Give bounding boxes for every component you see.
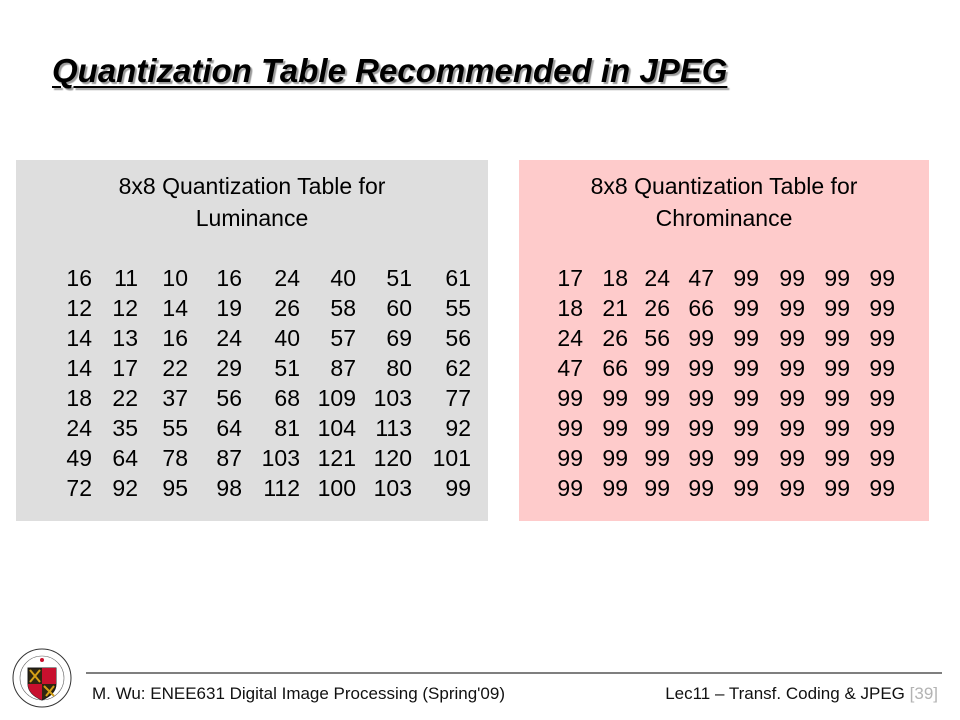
chrominance-cell: 99 <box>688 385 714 411</box>
luminance-cell: 69 <box>386 325 412 351</box>
luminance-cell: 95 <box>162 475 188 501</box>
chrominance-cell: 99 <box>824 355 850 381</box>
chrominance-cell: 99 <box>644 385 670 411</box>
chrominance-cell: 47 <box>557 355 583 381</box>
luminance-cell: 24 <box>66 415 92 441</box>
chrominance-cell: 99 <box>869 325 895 351</box>
chrominance-cell: 99 <box>733 295 759 321</box>
chrominance-row <box>553 293 897 323</box>
luminance-cell: 12 <box>66 295 92 321</box>
luminance-cell: 10 <box>162 265 188 291</box>
luminance-cell: 120 <box>373 445 412 471</box>
luminance-cell: 17 <box>112 355 138 381</box>
luminance-caption-line1: 8x8 Quantization Table for <box>118 173 386 199</box>
luminance-cell: 16 <box>66 265 92 291</box>
luminance-row <box>50 473 471 503</box>
luminance-cell: 100 <box>317 475 356 501</box>
chrominance-cell: 99 <box>779 385 805 411</box>
chrominance-cell: 99 <box>824 295 850 321</box>
chrominance-cell: 99 <box>644 445 670 471</box>
luminance-row <box>50 263 471 293</box>
chrominance-cell: 99 <box>733 415 759 441</box>
luminance-cell: 87 <box>330 355 356 381</box>
luminance-cell: 18 <box>66 385 92 411</box>
luminance-quantization-matrix <box>50 263 471 503</box>
luminance-cell: 60 <box>386 295 412 321</box>
luminance-cell: 104 <box>317 415 356 441</box>
footer-course-info: M. Wu: ENEE631 Digital Image Processing (Spring'09) <box>92 684 505 703</box>
luminance-cell: 16 <box>216 265 242 291</box>
chrominance-cell: 99 <box>602 475 628 501</box>
luminance-cell: 24 <box>216 325 242 351</box>
chrominance-caption-line2: Chrominance <box>655 205 793 231</box>
luminance-cell: 13 <box>112 325 138 351</box>
luminance-row <box>50 293 471 323</box>
luminance-cell: 19 <box>216 295 242 321</box>
chrominance-cell: 99 <box>869 385 895 411</box>
luminance-cell: 109 <box>317 385 356 411</box>
luminance-cell: 40 <box>274 325 300 351</box>
luminance-cell: 57 <box>330 325 356 351</box>
luminance-table-caption <box>16 170 488 234</box>
luminance-cell: 121 <box>317 445 356 471</box>
luminance-cell: 11 <box>114 265 138 291</box>
chrominance-cell: 99 <box>688 445 714 471</box>
luminance-cell: 112 <box>263 475 300 501</box>
chrominance-caption-line1: 8x8 Quantization Table for <box>590 173 858 199</box>
chrominance-cell: 18 <box>602 265 628 291</box>
chrominance-cell: 99 <box>779 475 805 501</box>
chrominance-cell: 18 <box>557 295 583 321</box>
chrominance-cell: 99 <box>733 325 759 351</box>
luminance-cell: 62 <box>445 355 471 381</box>
chrominance-cell: 99 <box>557 475 583 501</box>
chrominance-cell: 99 <box>602 385 628 411</box>
chrominance-row <box>553 383 897 413</box>
chrominance-cell: 56 <box>644 325 670 351</box>
chrominance-row <box>553 413 897 443</box>
chrominance-cell: 99 <box>688 325 714 351</box>
chrominance-cell: 99 <box>733 475 759 501</box>
luminance-row <box>50 353 471 383</box>
chrominance-cell: 99 <box>688 355 714 381</box>
luminance-cell: 87 <box>216 445 242 471</box>
footer-lecture-title: Lec11 – Transf. Coding & JPEG <box>665 684 910 703</box>
chrominance-cell: 99 <box>869 295 895 321</box>
chrominance-cell: 99 <box>644 355 670 381</box>
luminance-cell: 80 <box>386 355 412 381</box>
chrominance-row <box>553 323 897 353</box>
luminance-cell: 103 <box>261 445 300 471</box>
luminance-cell: 40 <box>330 265 356 291</box>
luminance-row <box>50 413 471 443</box>
chrominance-row <box>553 353 897 383</box>
chrominance-cell: 99 <box>779 265 805 291</box>
chrominance-cell: 17 <box>557 265 583 291</box>
luminance-cell: 51 <box>274 355 300 381</box>
luminance-cell: 56 <box>445 325 471 351</box>
luminance-cell: 101 <box>432 445 471 471</box>
chrominance-cell: 99 <box>688 415 714 441</box>
page-number: [39] <box>909 684 938 703</box>
chrominance-cell: 47 <box>688 265 714 291</box>
university-of-maryland-seal-icon <box>12 648 72 708</box>
luminance-cell: 61 <box>445 265 471 291</box>
luminance-cell: 64 <box>112 445 138 471</box>
luminance-row <box>50 383 471 413</box>
chrominance-cell: 99 <box>824 445 850 471</box>
chrominance-cell: 99 <box>824 265 850 291</box>
chrominance-cell: 99 <box>779 295 805 321</box>
chrominance-cell: 99 <box>779 415 805 441</box>
luminance-cell: 37 <box>162 385 188 411</box>
chrominance-cell: 26 <box>602 325 628 351</box>
chrominance-table-caption <box>519 170 929 234</box>
chrominance-cell: 99 <box>733 355 759 381</box>
chrominance-cell: 99 <box>869 475 895 501</box>
luminance-row <box>50 443 471 473</box>
luminance-cell: 99 <box>445 475 471 501</box>
luminance-cell: 29 <box>216 355 242 381</box>
chrominance-table-panel <box>519 160 929 521</box>
chrominance-cell: 24 <box>644 265 670 291</box>
luminance-caption-line2: Luminance <box>195 205 309 231</box>
chrominance-cell: 24 <box>557 325 583 351</box>
footer-divider <box>86 672 942 674</box>
luminance-cell: 51 <box>386 265 412 291</box>
luminance-cell: 26 <box>274 295 300 321</box>
chrominance-cell: 99 <box>644 415 670 441</box>
chrominance-cell: 21 <box>602 295 628 321</box>
chrominance-cell: 66 <box>688 295 714 321</box>
chrominance-quantization-matrix <box>553 263 897 503</box>
luminance-cell: 103 <box>373 385 412 411</box>
luminance-cell: 14 <box>162 295 188 321</box>
chrominance-cell: 99 <box>733 385 759 411</box>
chrominance-cell: 66 <box>602 355 628 381</box>
luminance-row <box>50 323 471 353</box>
footer-lecture-info <box>665 684 938 704</box>
chrominance-cell: 26 <box>644 295 670 321</box>
chrominance-cell: 99 <box>557 445 583 471</box>
luminance-cell: 55 <box>162 415 188 441</box>
luminance-cell: 14 <box>66 355 92 381</box>
chrominance-cell: 99 <box>688 475 714 501</box>
luminance-cell: 77 <box>445 385 471 411</box>
chrominance-cell: 99 <box>824 325 850 351</box>
chrominance-cell: 99 <box>869 355 895 381</box>
chrominance-cell: 99 <box>733 445 759 471</box>
luminance-cell: 78 <box>162 445 188 471</box>
chrominance-cell: 99 <box>779 325 805 351</box>
luminance-cell: 68 <box>274 385 300 411</box>
luminance-cell: 14 <box>66 325 92 351</box>
luminance-cell: 16 <box>162 325 188 351</box>
chrominance-row <box>553 443 897 473</box>
chrominance-cell: 99 <box>644 475 670 501</box>
luminance-cell: 113 <box>375 415 412 441</box>
luminance-cell: 81 <box>274 415 300 441</box>
chrominance-cell: 99 <box>779 355 805 381</box>
luminance-cell: 92 <box>445 415 471 441</box>
chrominance-row <box>553 473 897 503</box>
chrominance-cell: 99 <box>602 445 628 471</box>
luminance-cell: 98 <box>216 475 242 501</box>
luminance-cell: 22 <box>112 385 138 411</box>
chrominance-cell: 99 <box>733 265 759 291</box>
chrominance-cell: 99 <box>869 265 895 291</box>
chrominance-cell: 99 <box>557 415 583 441</box>
chrominance-cell: 99 <box>869 415 895 441</box>
luminance-cell: 92 <box>112 475 138 501</box>
luminance-cell: 24 <box>274 265 300 291</box>
slide-title: Quantization Table Recommended in JPEG <box>52 52 728 89</box>
luminance-cell: 12 <box>112 295 138 321</box>
chrominance-cell: 99 <box>779 445 805 471</box>
luminance-cell: 56 <box>216 385 242 411</box>
chrominance-cell: 99 <box>869 445 895 471</box>
luminance-cell: 35 <box>112 415 138 441</box>
chrominance-row <box>553 263 897 293</box>
chrominance-cell: 99 <box>557 385 583 411</box>
luminance-cell: 64 <box>216 415 242 441</box>
chrominance-cell: 99 <box>824 415 850 441</box>
chrominance-cell: 99 <box>824 475 850 501</box>
chrominance-cell: 99 <box>824 385 850 411</box>
luminance-cell: 55 <box>445 295 471 321</box>
luminance-cell: 49 <box>66 445 92 471</box>
luminance-cell: 22 <box>162 355 188 381</box>
luminance-cell: 72 <box>66 475 92 501</box>
luminance-cell: 103 <box>373 475 412 501</box>
luminance-cell: 58 <box>330 295 356 321</box>
chrominance-cell: 99 <box>602 415 628 441</box>
luminance-table-panel <box>16 160 488 521</box>
